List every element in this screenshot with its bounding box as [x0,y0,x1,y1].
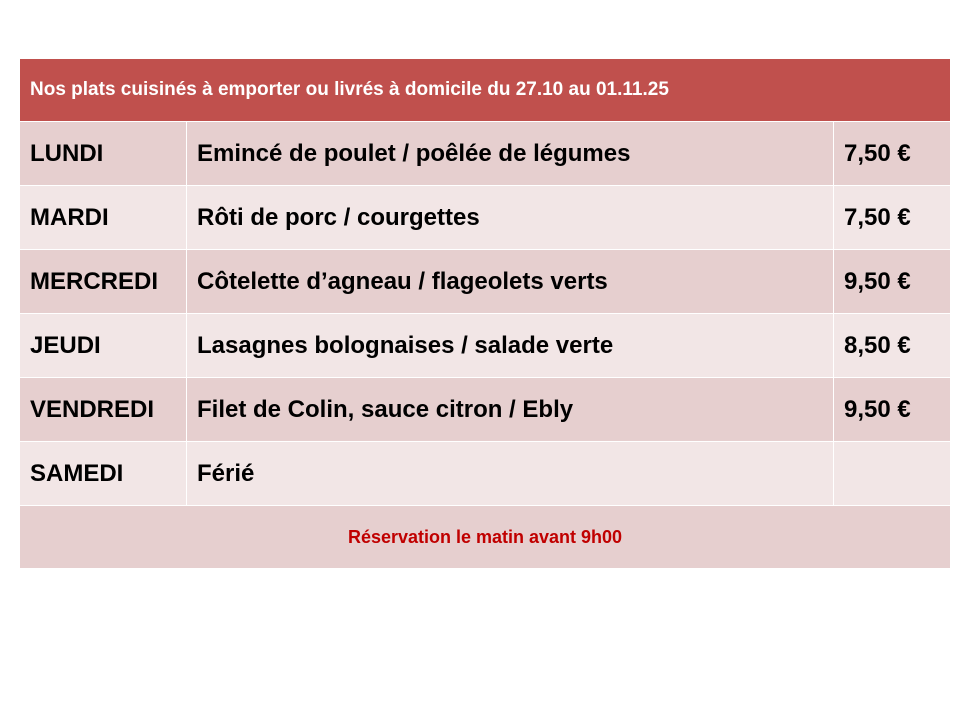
day-cell: SAMEDI [20,442,187,506]
day-cell: LUNDI [20,122,187,186]
dish-cell: Emincé de poulet / poêlée de légumes [187,122,834,186]
day-cell: JEUDI [20,314,187,378]
dish-cell: Côtelette d’agneau / flageolets verts [187,250,834,314]
dish-cell: Lasagnes bolognaises / salade verte [187,314,834,378]
day-cell: MARDI [20,186,187,250]
table-row [20,186,951,250]
menu-table [19,58,951,569]
price-cell: 7,50 € [834,122,951,186]
day-cell: MERCREDI [20,250,187,314]
price-cell [834,442,951,506]
table-row [20,442,951,506]
dish-cell: Filet de Colin, sauce citron / Ebly [187,378,834,442]
table-footer-row [20,506,951,569]
table-row [20,250,951,314]
dish-cell: Férié [187,442,834,506]
day-cell: VENDREDI [20,378,187,442]
price-cell: 9,50 € [834,378,951,442]
price-cell: 7,50 € [834,186,951,250]
price-cell: 9,50 € [834,250,951,314]
table-row [20,122,951,186]
table-header-row [20,59,951,122]
reservation-note: Réservation le matin avant 9h00 [20,506,951,569]
dish-cell: Rôti de porc / courgettes [187,186,834,250]
table-row [20,378,951,442]
table-row [20,314,951,378]
price-cell: 8,50 € [834,314,951,378]
menu-title: Nos plats cuisinés à emporter ou livrés à domicile du 27.10 au 01.11.25 [20,59,951,122]
